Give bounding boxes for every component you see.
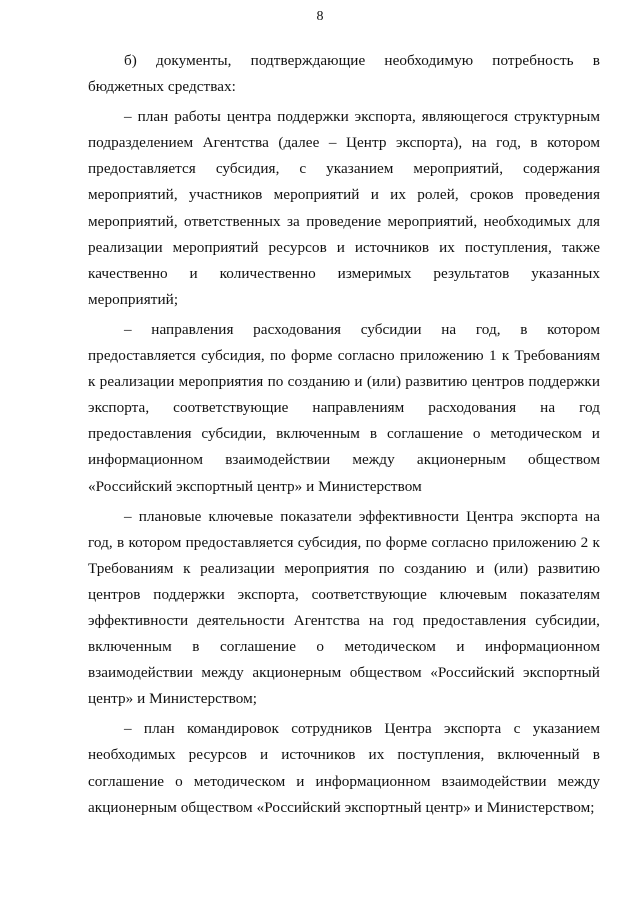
paragraph-kpi: – плановые ключевые показатели эффективности Центра экспорта на год, в котором предоставляется субсидия, по форме согласно приложению 2 к Требованиям к реализации мероприятия по созданию и (или) развитию центров поддержки экспорта, соответствующие ключевым показателям эффективности деятельности Агентства на год предоставления субсидии, включенным в соглашение о методическом и информационном взаимодействии между акционерным обществом «Российский экспортный центр» и Министерством;: [88, 507, 600, 708]
paragraph-business-trips: – план командировок сотрудников Центра экспорта с указанием необходимых ресурсов и источников их поступления, включенный в соглашение о методическом и информационном взаимодействии между акционерным обществом «Российский экспортный центр» и Министерством;: [88, 720, 600, 816]
page-number: 8: [316, 9, 324, 24]
paragraph-documents-intro: б) документы, подтверждающие необходимую потребность в бюджетных средствах:: [88, 52, 600, 96]
document-body: [88, 48, 600, 825]
paragraph-spending-directions: – направления расходования субсидии на год, в котором предоставляется субсидия, по форме согласно приложению 1 к Требованиям к реализации мероприятия по созданию и (или) развитию центров поддержки экспорта, соответствующие направлениям расходования на год предоставления субсидии, включенным в соглашение о методическом и информационном взаимодействии между акционерным обществом «Российский экспортный центр» и Министерством: [88, 320, 600, 495]
paragraph-work-plan: – план работы центра поддержки экспорта, являющегося структурным подразделением Агентства (далее – Центр экспорта), на год, в котором предоставляется субсидия, с указанием мероприятий, содержания мероприятий, участников мероприятий и их ролей, сроков проведения мероприятий, ответственных за проведение мероприятий, необходимых для реализации мероприятий ресурсов и источников их поступления, также качественно и количественно измеримых результатов указанных мероприятий;: [88, 108, 600, 308]
